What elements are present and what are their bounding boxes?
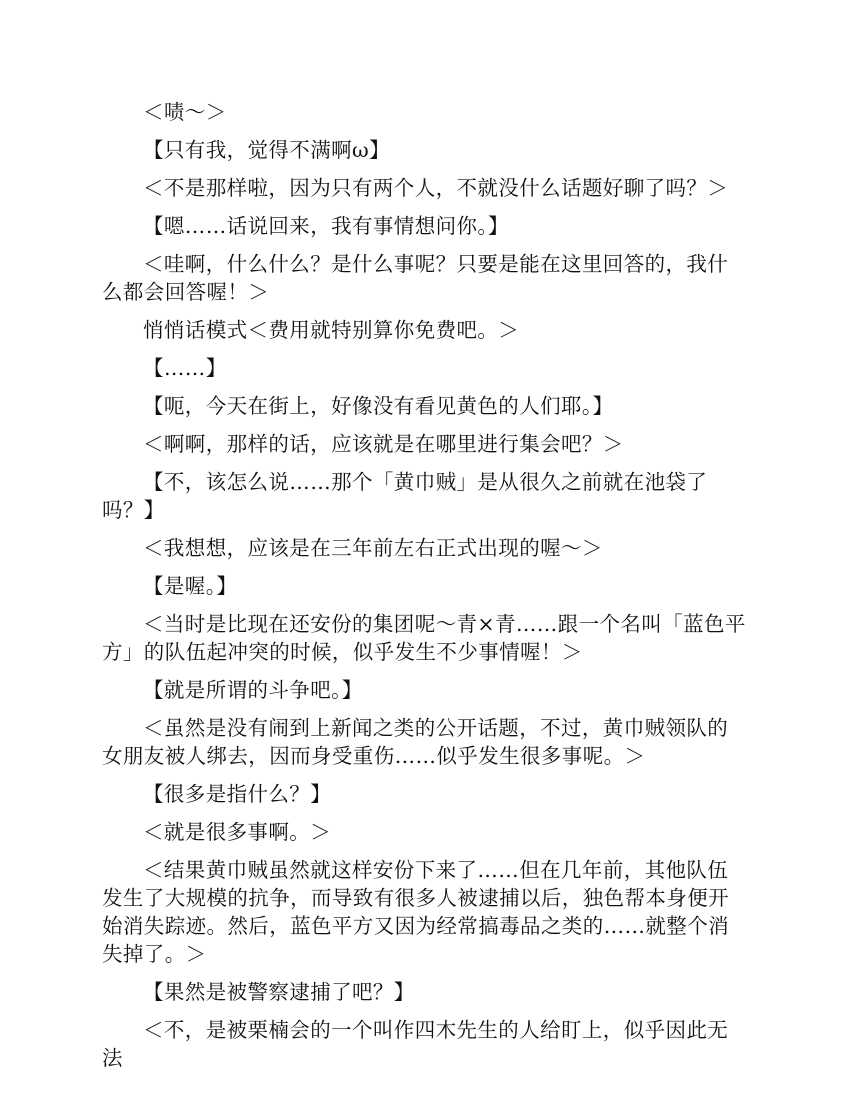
dialogue-paragraph: 【不，该怎么说……那个「黄巾贼」是从很久之前就在池袋了吗？】 — [102, 470, 708, 522]
dialogue-paragraph: ＜啧～＞ — [143, 100, 227, 124]
dialogue-paragraph: 【果然是被警察逮捕了吧？】 — [143, 980, 415, 1004]
dialogue-paragraph: ＜不，是被栗楠会的一个叫作四木先生的人给盯上，似乎因此无法 — [102, 1018, 729, 1070]
document-page — [102, 98, 748, 1082]
dialogue-paragraph: 【……】 — [143, 356, 227, 380]
dialogue-paragraph: 【是喔。】 — [143, 574, 238, 598]
dialogue-paragraph: ＜结果黄巾贼虽然就这样安份下来了……但在几年前，其他队伍发生了大规模的抗争，而导致有很多人被逮捕以后，独色帮本身便开始消失踪迹。然后，蓝色平方又因为经常搞毒品之类的……就整个消失掉了。＞ — [102, 858, 729, 966]
dialogue-paragraph: 【嗯……话说回来，我有事情想问你。】 — [143, 214, 509, 238]
dialogue-paragraph: 【只有我，觉得不满啊ω】 — [143, 138, 391, 162]
dialogue-paragraph: ＜啊啊，那样的话，应该就是在哪里进行集会吧？＞ — [143, 432, 624, 456]
dialogue-paragraph: 【呃，今天在街上，好像没有看见黄色的人们耶。】 — [143, 394, 614, 418]
dialogue-paragraph: ＜就是很多事啊。＞ — [143, 820, 332, 844]
dialogue-paragraph: 【就是所谓的斗争吧。】 — [143, 678, 363, 702]
dialogue-paragraph: ＜不是那样啦，因为只有两个人，不就没什么话题好聊了吗？＞ — [143, 176, 729, 200]
dialogue-paragraph: ＜我想想，应该是在三年前左右正式出现的喔～＞ — [143, 536, 603, 560]
dialogue-paragraph: 【很多是指什么？】 — [143, 782, 332, 806]
dialogue-paragraph: 悄悄话模式＜费用就特别算你免费吧。＞ — [143, 318, 520, 342]
dialogue-paragraph: ＜虽然是没有闹到上新闻之类的公开话题，不过，黄巾贼领队的女朋友被人绑去，因而身受重伤……似乎发生很多事呢。＞ — [102, 716, 729, 768]
dialogue-paragraph: ＜当时是比现在还安份的集团呢～青×青……跟一个名叫「蓝色平方」的队伍起冲突的时候，似乎发生不少事情喔！＞ — [102, 612, 746, 664]
dialogue-paragraph: ＜哇啊，什么什么？是什么事呢？只要是能在这里回答的，我什么都会回答喔！＞ — [102, 252, 729, 304]
